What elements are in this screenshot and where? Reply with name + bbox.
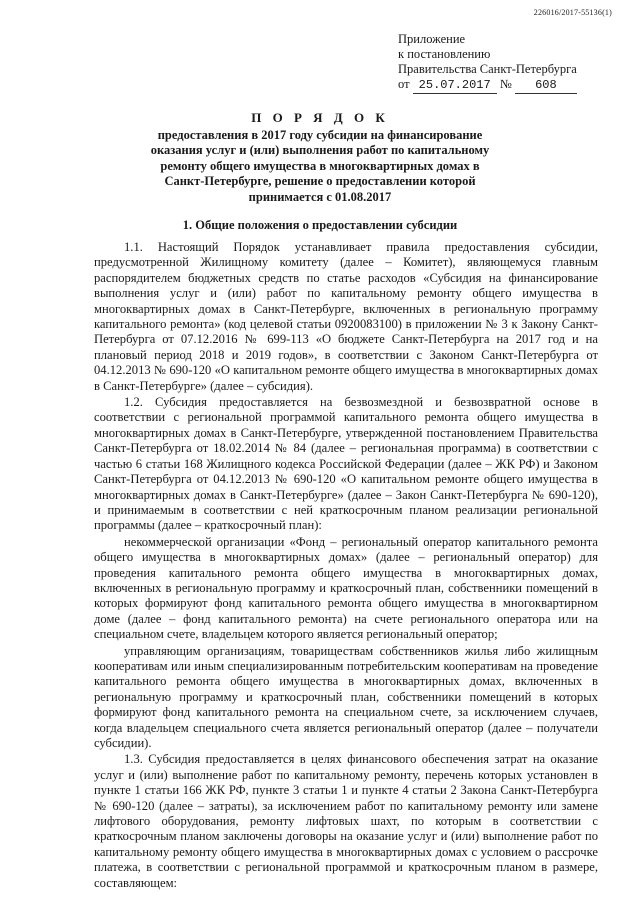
from-label: от (398, 77, 410, 91)
document-body (94, 240, 598, 892)
document-title: П О Р Я Д О К (251, 110, 389, 125)
document-registration-number: 226016/2017-55136(1) (533, 8, 612, 17)
paragraph-regional-operator: некоммерческой организации «Фонд – региональный оператор капитального ремонта общего имущества в многоквартирных домах» (далее – региональный оператор) для проведения капитального ремонта общего имущества в многоквартирных домах, включенных в региональную программу и краткосрочный план, собственники помещений в которых формируют фонд капитального ремонта общего имущества в многоквартирном доме (далее – фонд капитального ремонта) на счете регионального оператора или на специальном счете, владельцем которого является региональный оператор; (94, 534, 598, 642)
paragraph-1-1: 1.1. Настоящий Порядок устанавливает правила предоставления субсидии, предусмотренной Жилищному комитету (далее – Комитет), являющемуся главным распорядителем бюджетных средств по статье расходов «Субсидия на финансирование выполнения услуг и (или) работ по капитальному ремонту общего имущества в многоквартирных домах в Санкт-Петербурге, включенных в региональную программу капитального ремонта» (код целевой статьи 0920083100) в приложении № 3 к Закону Санкт-Петербурга от 07.12.2016 № 699-113 «О бюджете Санкт-Петербурга на 2017 год и на плановый период 2018 и 2019 годов», в соответствии с Законом Санкт-Петербурга от 04.12.2013 № 690-120 «О капитальном ремонте общего имущества в многоквартирных домах в Санкт-Петербурге» (далее – субсидия). (94, 240, 598, 393)
paragraph-1-3: 1.3. Субсидия предоставляется в целях финансового обеспечения затрат на оказание услуг и (или) выполнение работ по капитальному ремонту, перечень которых установлен в пункте 1 статьи 166 ЖК РФ, пункте 3 статьи 1 и пункте 4 статьи 2 Закона Санкт-Петербурга № 690-120 (далее – затраты), за исключением работ по капитальному ремонту или замене лифтового оборудования, ремонту лифтовых шахт, по которым в соответствии с краткосрочным планом заключены договоры на оказание услуг и (или) выполнение работ по капитальному ремонту общего имущества в многоквартирных домах с условием о рассрочке платежа, в соответствии с региональной программой и краткосрочным планом в размере, составляющем: (94, 752, 598, 890)
appendix-line-2: к постановлению (398, 47, 491, 61)
appendix-date-line (398, 77, 618, 94)
resolution-date: 25.07.2017 (413, 78, 497, 94)
number-label: № (499, 77, 512, 91)
document-subtitle: предоставления в 2017 году субсидии на финансирование оказания услуг и (или) выполнения работ по капитальному ремонту общего имущества в многоквартирных домах в Санкт-Петербурге, решение о предоставлении которой принимается с 01.08.2017 (150, 128, 490, 204)
resolution-number: 608 (515, 78, 577, 94)
appendix-block (398, 32, 618, 94)
appendix-line-3: Правительства Санкт-Петербурга (398, 62, 577, 76)
appendix-line-1: Приложение (398, 32, 466, 46)
section-heading: 1. Общие положения о предоставлении субсидии (182, 218, 458, 232)
paragraph-1-2: 1.2. Субсидия предоставляется на безвозмездной и безвозвратной основе в соответствии с региональной программой капитального ремонта общего имущества в многоквартирных домах в Санкт-Петербурге, утвержденной постановлением Правительства Санкт-Петербурга от 18.02.2014 № 84 (далее – региональная программа) в соответствии с частью 6 статьи 168 Жилищного кодекса Российской Федерации (далее – ЖК РФ) и Законом Санкт-Петербурга от 04.12.2013 № 690-120 «О капитальном ремонте общего имущества в многоквартирных домах в Санкт-Петербурге» (далее – Закон Санкт-Петербурга № 690-120), и принимаемым в соответствии с ней краткосрочным планом реализации региональной программы (далее – краткосрочный план): (94, 395, 598, 533)
paragraph-management-organizations: управляющим организациям, товариществам собственников жилья либо жилищным кооперативам или иным специализированным потребительским кооперативам на проведение капитального ремонта общего имущества в многоквартирных домах, включенных в региональную программу и краткосрочный план, собственники помещений в которых формируют фонд капитального ремонта на специальном счете, за исключением случаев, когда владельцем специального счета является региональный оператор (далее – получатели субсидии). (94, 643, 598, 750)
